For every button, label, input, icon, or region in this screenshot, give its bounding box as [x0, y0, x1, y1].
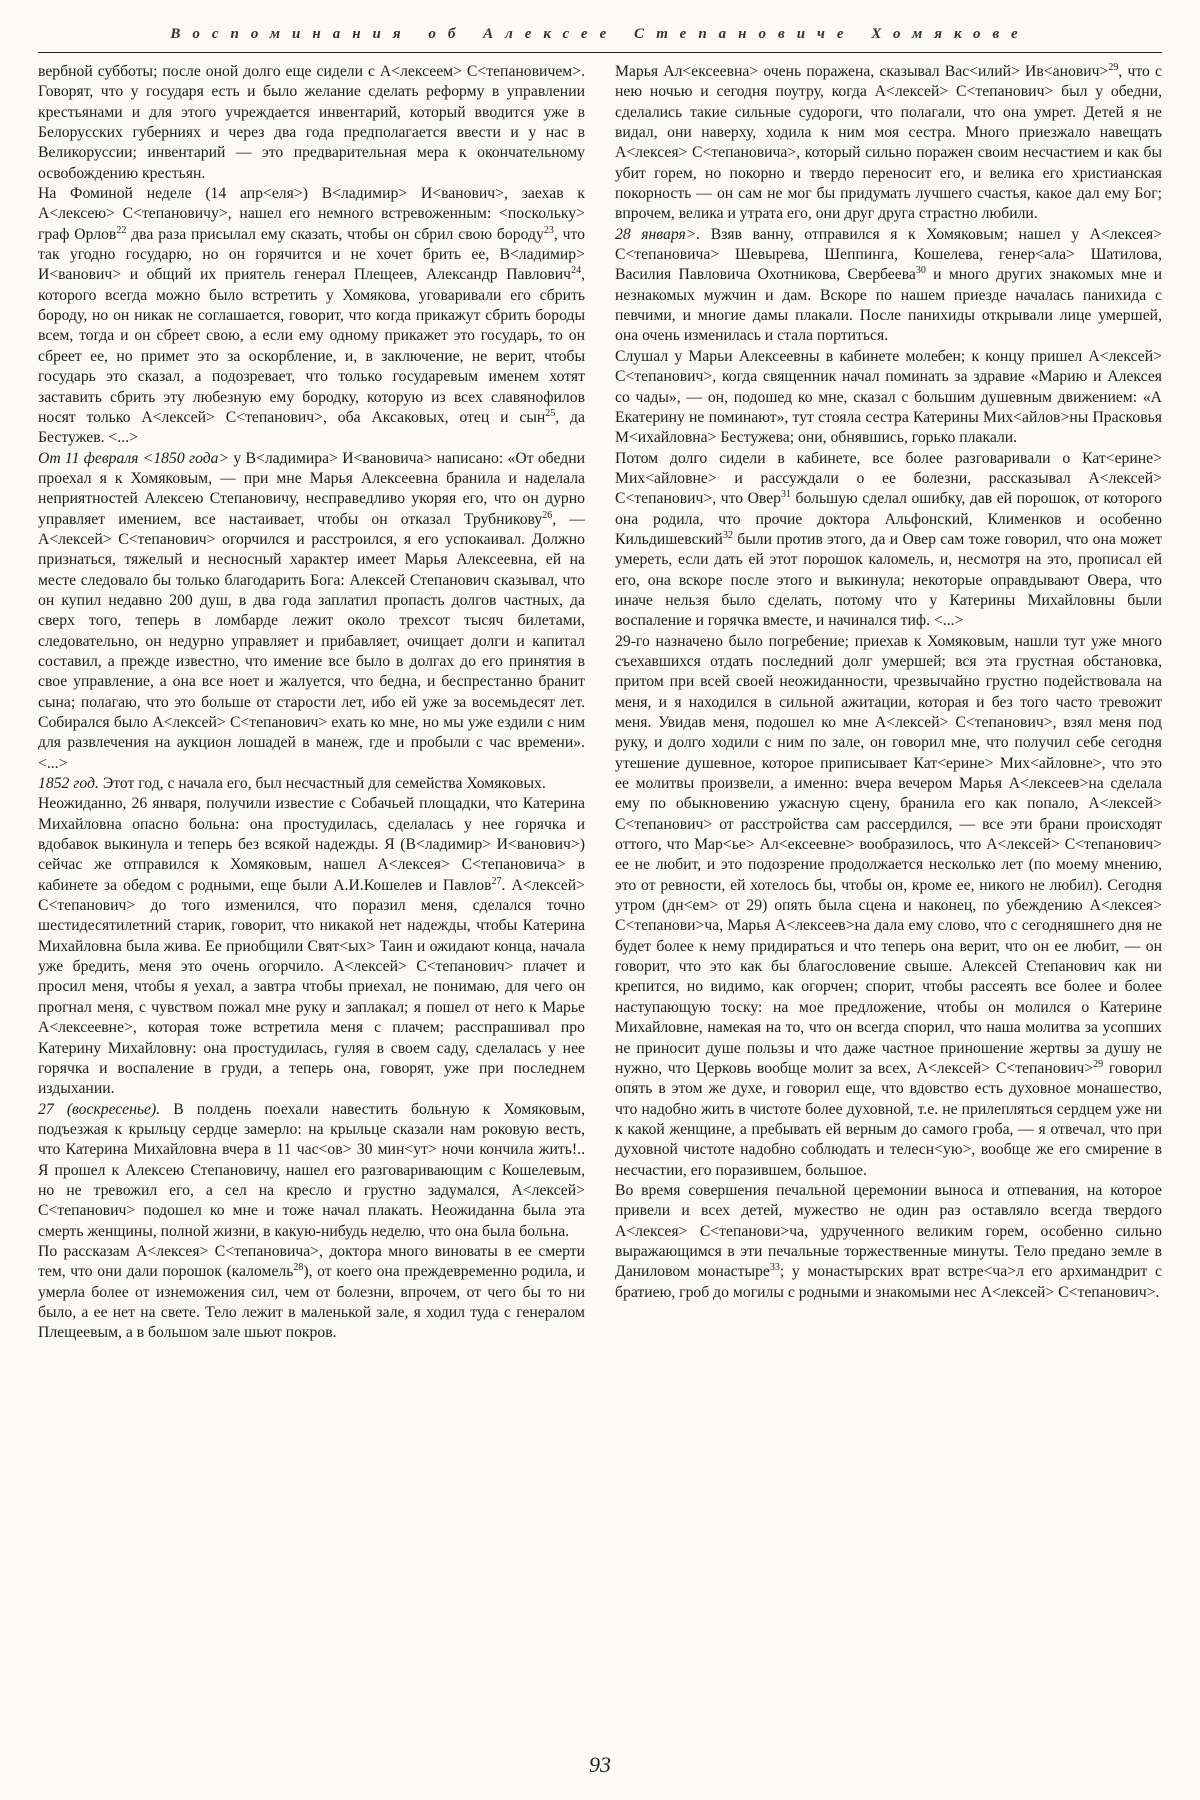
footnote-ref: 30 [915, 265, 926, 277]
footnote-ref: 26 [542, 509, 553, 521]
date-lead: От 11 февраля <1850 года> [38, 449, 230, 467]
footnote-ref: 31 [781, 488, 792, 500]
text-columns [38, 62, 1162, 1730]
footnote-ref: 27 [491, 875, 502, 887]
paragraph: 29-го назначено было погребение; приехав к Хомяковым, нашли тут уже много съехавшихся отдать последний долг умершей; вся эта грустная обстановка, притом при всей своей неожиданности, чрезвычайно грустно подействовала на меня, и я находился в сильной ажитации, которая и без того часто тревожит меня. Увидав меня, подошел ко мне А<лексей> С<тепанович>, взял меня под руку, и долго ходили с ним по зале, он говорил мне, что получил себе сегодня утешение душевное, которое приписывает Кат<ерине> Мих<айловне>, что это ее молитвы произвели, а именно: вчера вечером Марья А<лексеев>на сделала ему по обыкновению ужасную сцену, бранила его как попало, А<лексей> С<тепанович> от расстройства сам рассердился, — все эти брани происходят оттого, что Мар<ье> Ал<ексеевне> вообразилось, что А<лексей> С<тепанович> ее не любит, и это подозрение продолжается несколько лет (по моему мнению, это от ревности, ей хотелось бы, чтобы он, кроме ее, никого не любил). Сегодня утром (дн<ем> от 29) опять была сцена и наконец, по убеждению А<лексея> С<тепанови>ча, Марья А<лексеев>на дала ему слово, что с сегодняшнего дня не будет более к нему придираться и что теперь она верит, что он ее любит, — он говорит, что это как бы благословение свыше. Алексей Степанович как ни крепится, но видимо, как огорчен; спорит, чтобы рассеять все более и более наступающую тоску: на мое предложение, чтобы он молился о Катерине Михайловне, намекая на то, что он всегда спорил, что наша молитва за усопших не приносит душе пользы и что даже частное приношение жертвы за душу не нужно, что Церковь вообще молит за всех, А<лексей> С<тепанович>$^{29}$ говорил опять в этом же духе, и говорил еще, что вдовство есть духовное монашество, что надобно жить в чистоте более духовной, т.е. не прилепляться сердцем уже ни к какой женщине, а пребывать ей верным до самого гроба, — я отвечал, что при духовной чистоте надобно соблюдать и телесн<ую>, вообще же его смирение в несчастии, его поразившем, большое. [615, 632, 1162, 1179]
date-lead: 27 (воскресенье). [38, 1100, 161, 1118]
paragraph: Потом долго сидели в кабинете, все более разговаривали о Кат<ерине> Мих<айловне> и рассуждали о ее болезни, рассказывал А<лексей> С<тепанович>, что Овер$^{31}$ большую сделал ошибку, дав ей порошок, от которого она родила, что прочие доктора Альфонский, Клименков и особенно Кильдишевский$^{32}$ были против этого, да и Овер сам тоже говорил, что она может умереть, если дать ей этот порошок каломель, и, несмотря на это, прописал ей его, она вскоре после этого и выкинула; некоторые оправдывают Овера, что иначе нельзя было сделать, потому что у Катерины Михайловны были воспаление и горячка вместе, и начинался тиф. <...> [615, 449, 1162, 630]
footnote-ref: 29 [1108, 62, 1119, 73]
footnote-ref: 24 [571, 265, 582, 277]
paragraph: вербной субботы; после оной долго еще сидели с А<лексеем> С<тепановичем>. Говорят, что у государя есть и было желание сделать реформу в управлении крестьянами и для этого учреждается инвентарий, который вводится уже в Белорусских губерниях и через два года предполагается ввести и у нас в Великоруссии; инвентарий — это предварительная мера к окончательному освобождению крестьян. [38, 63, 585, 182]
paragraph: 27 (воскресенье). В полдень поехали навестить больную к Хомяковым, подъезжая к крыльцу сердце замерло: на крыльце сказали нам роковую весть, что Катерина Михайловна вчера в 11 час<ов> 30 мин<ут> ночи кончила жить!.. Я прошел к Алексею Степановичу, нашел его разговаривающим с Кошелевым, но не тревожил его, а сел на кресло и грустно задумался, А<лексей> С<тепанович> подошел ко мне и тоже начал плакать. Неожиданна была эта смерть женщины, полной жизни, в какую-нибудь неделю, что она была больна. [38, 1100, 585, 1240]
date-lead: 28 января>. [615, 225, 701, 243]
paragraph: 28 января>. Взяв ванну, отправился я к Хомяковым; нашел у А<лексея> С<тепановича> Шевырева, Шеппинга, Кошелева, генер<ала> Шатилова, Василия Павловича Охотникова, Свербеева$^{30}$ и много других знакомых мне и незнакомых мужчин и дам. Вскоре по нашем приезде началась панихида с певчими, и многие дамы плакали. После панихиды открывали лице умершей, она очень изменилась и стала портиться. [615, 225, 1162, 345]
footnote-ref: 29 [1093, 1058, 1104, 1070]
paragraph: Марья Ал<ексеевна> очень поражена, сказывал Вас<илий> Ив<анович>$^{29}$, что с нею ночью и сегодня поутру, когда А<лексей> С<тепанович> был у обедни, сделались такие сильные судороги, что полагали, что она умрет. Детей я не видал, они наверху, ходила к ним моя сестра. Много приезжало навещать А<лексея> С<тепановича>, который сильно поражен своим несчастием и как бы убит горем, но покорно и твердо переносит его, и велика его христианская покорность — он сам не мог бы придумать лучшего счастья, какое дал ему Бог; впрочем, велика и утрата его, они друг друга страстно любили. [615, 62, 1162, 223]
paragraph: Слушал у Марьи Алексеевны в кабинете молебен; к концу пришел А<лексей> С<тепанович>, когда священник начал поминать за здравие «Марию и Алексея со чады», — он, подошед ко мне, сказал с большим душевным движением: «А Екатерину не поминают», тут стояла сестра Катерины Мих<айлов>ны Прасковья М<ихайловна> Бестужева; они, обнявшись, горько плакали. [615, 347, 1162, 447]
footnote-ref: 23 [543, 224, 554, 236]
footnote-ref: 28 [293, 1262, 304, 1274]
date-lead: 1852 год. [38, 775, 99, 793]
paragraph: Во время совершения печальной церемонии выноса и отпевания, на которое привели и всех детей, мужество не один раз оставляло всегда твердого А<лексея> С<тепанови>ча, удрученного великим горем, особенно сильно выражающимся в эти печальные торжественные минуты. Тело предано земле в Даниловом монастыре$^{33}$; у монастырских врат встре<ча>л его архимандрит с братиею, гроб до могилы с родными и знакомыми нес А<лексей> С<тепанович>. [615, 1181, 1162, 1301]
footnote-ref: 32 [722, 529, 733, 541]
paragraph: Неожиданно, 26 января, получили известие с Собачьей площадки, что Катерина Михайловна опасно больна: она простудилась, сделалась у нее горячка и вдобавок выкинула и теперь без всякой надежды. Я (В<ладимир> И<ванович>) сейчас же отправился к Хомяковым, нашел А<лексея> С<тепановича> в кабинете за обедом с родными, еще были А.И.Кошелев и Павлов$^{27}$. А<лексей> С<тепанович> до того изменился, что поразил меня, сделался точно шестидесятилетний старик, говорит, что никакой нет надежды, чтобы Катерина Михайловна была жива. Ее приобщили Свят<ых> Таин и ожидают конца, начала уже бредить, меня это очень огорчило. А<лексей> С<тепанович> плачет и просил меня, чтобы я уехал, а завтра чтобы приехал, не понимаю, для чего он прогнал меня, с чувством пожал мне руку и заплакал; я пошел от него к Марье А<лексеевне>, которая тоже встретила меня с плачем; расспрашивал про Катерину Михайловну: она простудилась, гуляя в своем саду, сделалась у нее горячка и воспаление в груди, а теперь она, говорят, уже при последнем издыхании. [38, 795, 585, 1098]
paragraph: По рассказам А<лексея> С<тепановича>, доктора много виноваты в ее смерти тем, что они дали порошок (каломель$^{28}$), от коего она преждевременно родила, и умерла более от изнеможения сил, чем от болезни, впрочем, от чего бы то ни было, а ее нет на свете. Тело лежит в маленькой зале, я ходил туда с генералом Плещеевым, а в большом зале шьют покров. [38, 1242, 585, 1342]
paragraph: От 11 февраля <1850 года> у В<ладимира> И<вановича> написано: «От обедни проехал я к Хомяковым, — при мне Марья Алексеевна бранила и наделала неприятностей Алексею Степановичу, несправедливо укоряя его, что он дурно управляет имением, все настаивает, чтобы он отказал Трубникову$^{26}$, — А<лексей> С<тепанович> огорчился и расстроился, я его успокаивал. Должно признаться, тяжелый и несносный характер имеет Марья Алексеевна, ей на месте следовало бы только благодарить Бога: Алексей Степанович сказывал, что он купил недавно 200 душ, в два года заплатил пропасть долгов частных, да сверх того, теперь в ломбарде лежит около трехсот тысяч билетами, следовательно, он недурно управляет и прибавляет, очищает долги и капитал составил, а прежде известно, что имение все было в долгах до его принятия в свое управление, а она все ноет и жалуется, что бедна, и беспрестанно бранит сына; полагаю, что это больше от старости лет, ибо ей уже за восемьдесят лет. Собирался было А<лексей> С<тепанович> ехать ко мне, но мы уже ездили с ним для развлечения на аукцион лошадей в манеж, где и пробыли с час времени». <...> [38, 449, 585, 772]
paragraph: На Фоминой неделе (14 апр<еля>) В<ладимир> И<ванович>, заехав к А<лексею> С<тепановичу>, нашел его немного встревоженным: <поскольку> граф Орлов$^{22}$ два раза присылал ему сказать, чтобы он сбрил свою бороду$^{23}$, что так угодно государю, но он горячится и не хочет брить ее, В<ладимир> И<ванович> и общий их приятель генерал Плещеев, Александр Павлович$^{24}$, которого всегда можно было встретить у Хомякова, уговаривали его сбрить бороду, но он никак не соглашается, говорит, что когда прикажут сбрить бороды всем, тогда и он сбреет свою, а если ему одному прикажет это государь, то он сбреет ее, но примет это за оскорбление, и, в заключение, не верит, чтобы государь это сказал, а подозревает, что только государевым именем хотят заставить сбрить эту любезную ему бородку, которую из всех славянофилов носят только А<лексей> С<тепанович>, оба Аксаковых, отец и сын$^{25}$, да Бестужев. <...> [38, 185, 585, 447]
header-rule [38, 52, 1162, 53]
right-column [615, 62, 1162, 1730]
footnote-ref: 33 [769, 1262, 780, 1274]
footnote-ref: 25 [545, 407, 556, 419]
left-column [38, 62, 585, 1730]
running-header: Воспоминания об Алексее Степановиче Хомякове [170, 26, 1030, 42]
page-number: 93 [589, 1752, 611, 1777]
footnote-ref: 22 [116, 224, 127, 236]
paragraph: 1852 год. Этот год, с начала его, был несчастный для семейства Хомяковых. [38, 775, 546, 793]
